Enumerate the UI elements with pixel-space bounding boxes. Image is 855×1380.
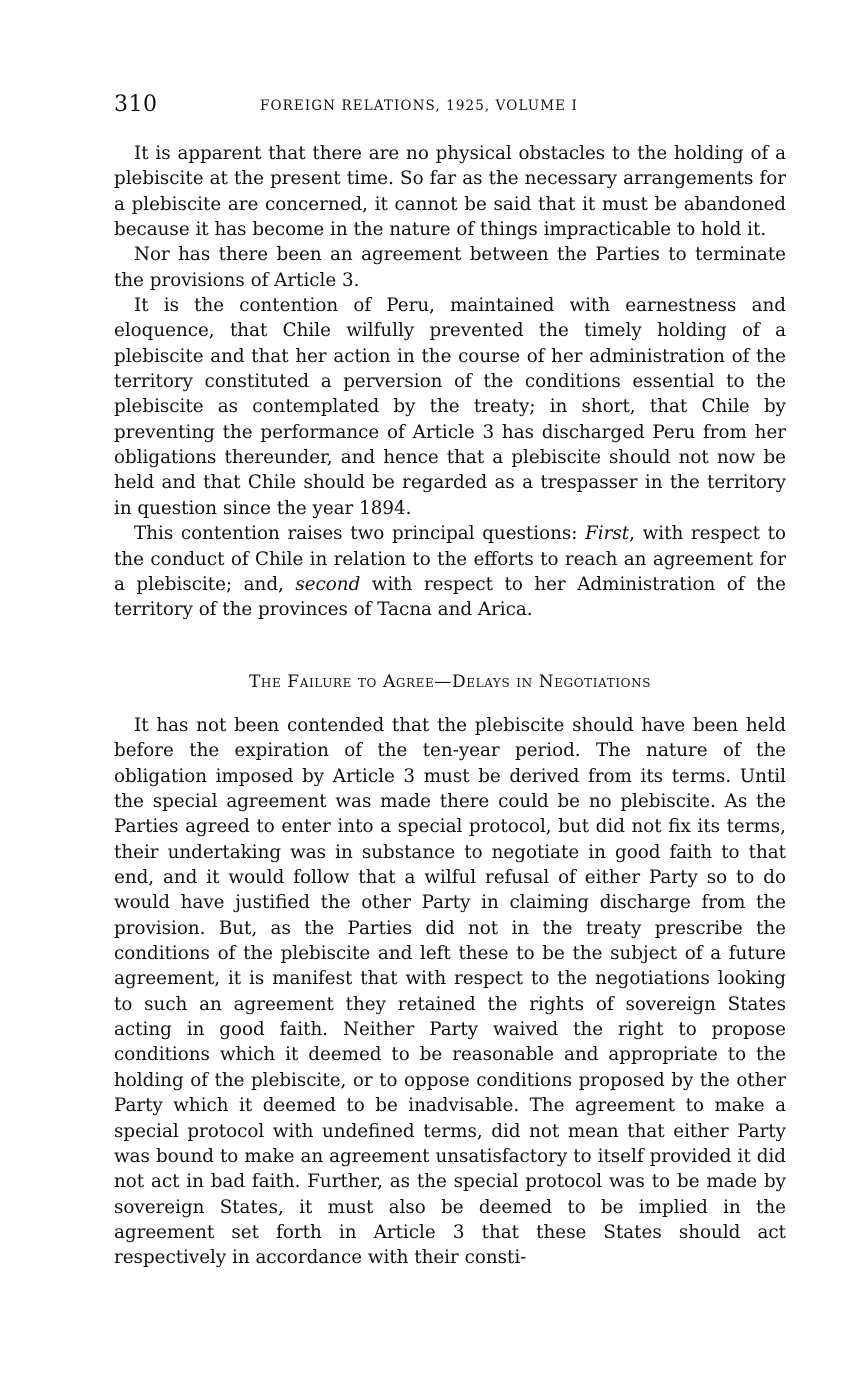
section-heading: The Failure to Agree—Delays in Negotiations [248, 672, 652, 692]
running-head: FOREIGN RELATIONS, 1925, VOLUME I [260, 98, 578, 114]
first-emphasis: First [585, 523, 630, 545]
two-questions-text-2: , with respect to the conduct of Chile in relation to the efforts to reach an agreement for a plebiscite; and, [114, 523, 786, 595]
paragraph-no-agreement: Nor has there been an agreement between the Parties to terminate the provisions of Article 3. [114, 244, 786, 291]
page-number: 310 [114, 92, 158, 117]
paragraph-two-questions [114, 521, 786, 622]
page-header [114, 92, 786, 124]
second-emphasis: second [295, 573, 361, 595]
paragraph-negotiations: It has not been contended that the plebiscite should have been held before the expiration of the ten-year period. The nature of the obligation imposed by Article 3 must be derived from its terms. Until the special agreement was made there could be no plebiscite. As the Parties agreed to enter into a special protocol, but did not fix its terms, their undertaking was in substance to negotiate in good faith to that end, and it would follow that a wilful refusal of either Party so to do would have justified the other Party in claiming discharge from the provision. But, as the Parties did not in the treaty prescribe the conditions of the plebiscite and left these to be the subject of a future agreement, it is manifest that with respect to the negotiations looking to such an agreement they retained the rights of sovereign States acting in good faith. Neither Party waived the right to propose conditions which it deemed to be reasonable and appropriate to the holding of the plebiscite, or to oppose conditions proposed by the other Party which it deemed to be inadvisable. The agreement to make a special protocol with undefined terms, did not mean that either Party was bound to make an agreement unsatisfactory to itself provided it did not act in bad faith. Further, as the special protocol was to be made by sovereign States, it must also be deemed to be implied in the agreement set forth in Article 3 that these States should act respectively in accordance with their consti- [114, 715, 786, 1269]
two-questions-text-3: with respect to her Administration of the territory of the provinces of Tacna and Arica. [114, 573, 787, 621]
paragraph-peru-contention: It is the contention of Peru, maintained with earnestness and eloquence, that Chile wilfully prevented the timely holding of a plebiscite and that her action in the course of her administration of the territory constituted a perversion of the conditions essential to the plebiscite as contemplated by the treaty; in short, that Chile by preventing the performance of Article 3 has discharged Peru from her obligations thereunder, and hence that a plebiscite should not now be held and that Chile should be regarded as a trespasser in the territory in question since the year 1894. [114, 295, 786, 519]
paragraph-physical-obstacles: It is apparent that there are no physical obstacles to the holding of a plebiscite at the present time. So far as the necessary arrangements for a plebiscite are concerned, it cannot be said that it must be abandoned because it has become in the nature of things impracticable to hold it. [114, 143, 786, 241]
two-questions-text-1: This contention raises two principal questions: [134, 523, 586, 545]
body-text-top [114, 141, 786, 623]
body-text-bottom [114, 713, 786, 1271]
